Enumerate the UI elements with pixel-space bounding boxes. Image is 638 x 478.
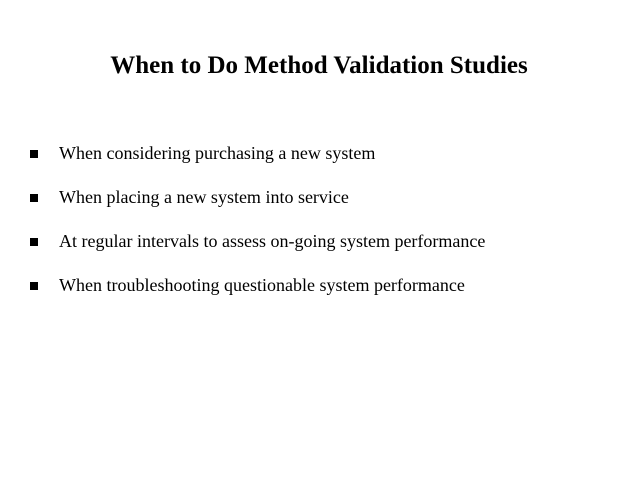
bullet-item [28, 230, 628, 253]
slide-title: When to Do Method Validation Studies [110, 51, 528, 79]
square-bullet-icon [30, 194, 38, 202]
bullet-list [28, 142, 628, 318]
bullet-text: When troubleshooting questionable system performance [59, 275, 465, 295]
bullet-text: At regular intervals to assess on-going system performance [59, 231, 486, 251]
bullet-text: When considering purchasing a new system [59, 143, 376, 163]
square-bullet-icon [30, 282, 38, 290]
square-bullet-icon [30, 238, 38, 246]
square-bullet-icon [30, 150, 38, 158]
bullet-item [28, 274, 628, 297]
bullet-text: When placing a new system into service [59, 187, 349, 207]
bullet-item [28, 186, 628, 209]
bullet-item [28, 142, 628, 165]
